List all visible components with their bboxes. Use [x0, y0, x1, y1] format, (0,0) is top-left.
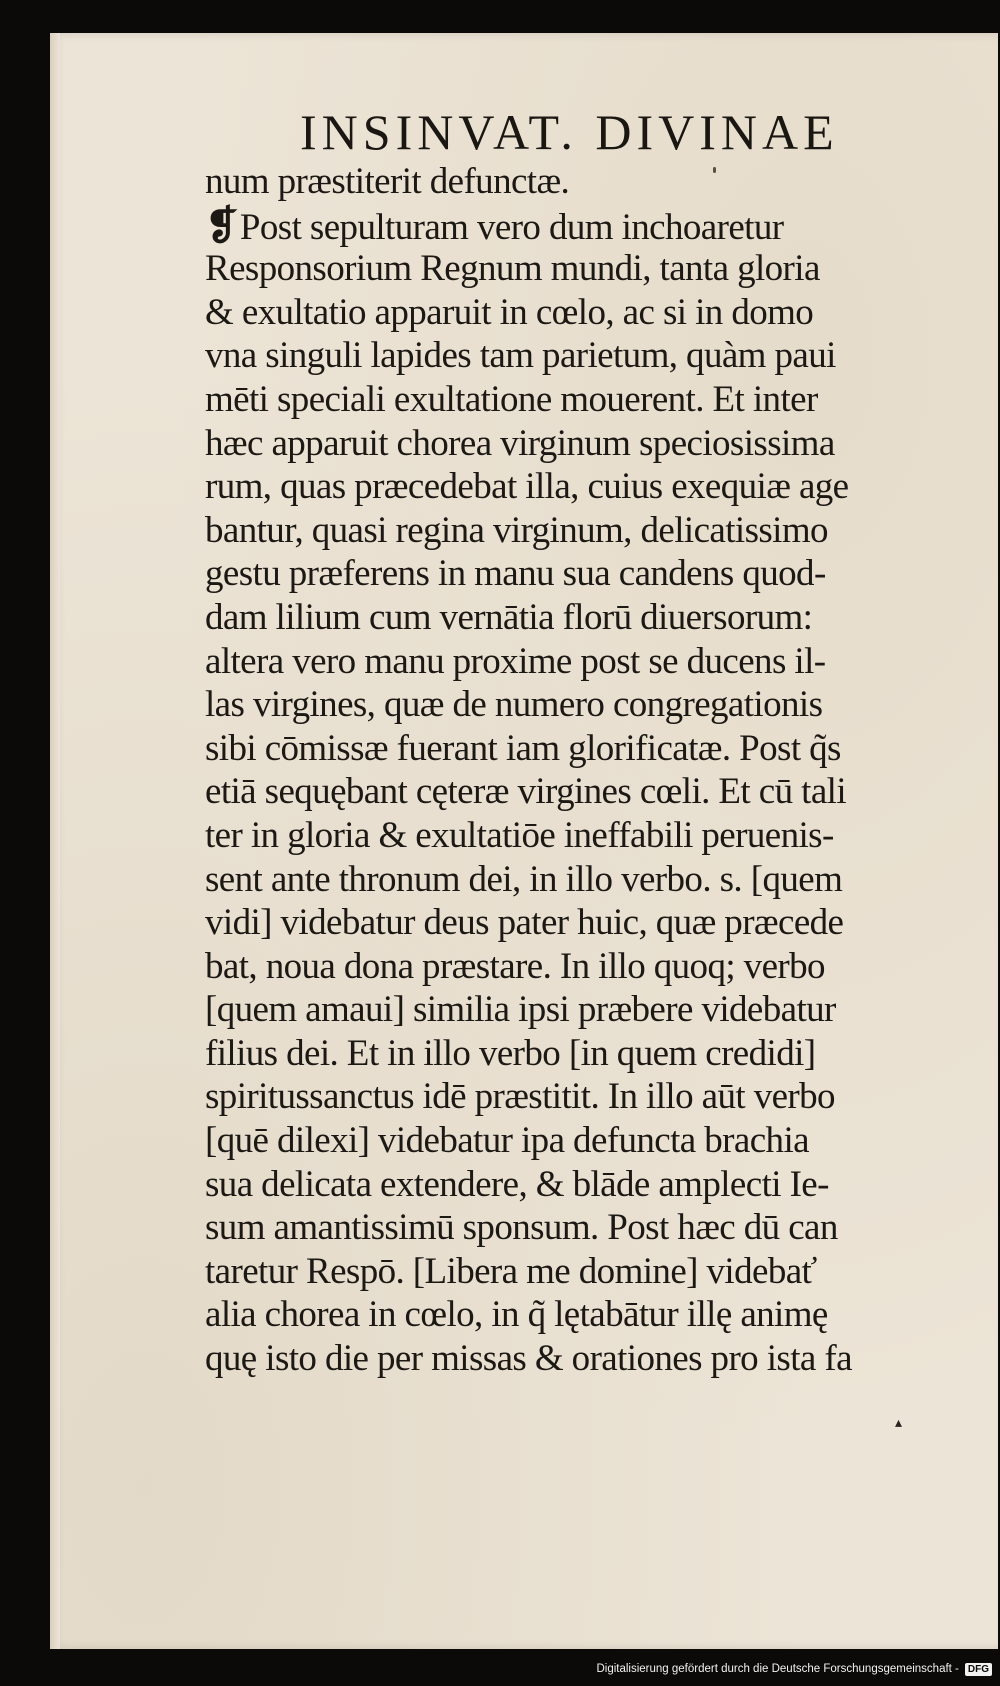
text-line-24: sua delicata extendere, & blāde amplecti Ie-: [205, 1163, 829, 1205]
digitization-footer: [596, 1656, 992, 1682]
body-text: [205, 160, 905, 1381]
page-gutter-shadow: [50, 33, 60, 1649]
catch-mark: ▴: [895, 1416, 903, 1431]
text-line-19: bat, noua dona præstare. In illo quoq; verbo: [205, 945, 825, 987]
text-line-23: [quē dilexi] videbatur ipa defuncta brachia: [205, 1120, 809, 1162]
text-line-13: las virgines, quæ de numero congregationis: [205, 684, 823, 726]
text-line-4: & exultatio apparuit in cœlo, ac si in domo: [205, 291, 814, 333]
text-line-28: quę isto die per missas & orationes pro ista fa: [205, 1338, 852, 1380]
text-line-2: ❡Post sepulturam vero dum inchoaretur: [205, 203, 784, 248]
text-line-22: spiritussanctus idē præstitit. In illo aūt verbo: [205, 1076, 835, 1118]
text-line-7: hæc apparuit chorea virginum speciosissima: [205, 422, 835, 464]
text-line-17: sent ante thronum dei, in illo verbo. s. [quem: [205, 858, 843, 900]
text-line-11: dam lilium cum vernātia florū diuersorum:: [205, 596, 813, 638]
text-line-14: sibi cōmissæ fuerant iam glorificatæ. Post q̃s: [205, 727, 841, 769]
text-line-21: filius dei. Et in illo verbo [in quem credidi]: [205, 1032, 816, 1074]
text-line-6: mēti speciali exultatione mouerent. Et inter: [205, 378, 818, 420]
text-line-16: ter in gloria & exultatiōe ineffabili peruenis-: [205, 814, 834, 856]
text-line-20: [quem amaui] similia ipsi præbere videbatur: [205, 989, 836, 1031]
text-line-8: rum, quas præcedebat illa, cuius exequiæ age: [205, 466, 849, 508]
text-line-10: gestu præferens in manu sua candens quod-: [205, 553, 826, 595]
ink-speck: [713, 167, 716, 173]
text-line-25: sum amantissimū sponsum. Post hæc dū can: [205, 1207, 838, 1249]
text-line-3: Responsorium Regnum mundi, tanta gloria: [205, 248, 820, 290]
text-line-1: num præstiterit defunctæ.: [205, 161, 570, 202]
text-line-5: vna singuli lapides tam parietum, quàm paui: [205, 335, 836, 377]
text-line-26: taretur Respō. [Libera me domine] videbať: [205, 1250, 817, 1292]
running-head: INSINVAT. DIVINAE: [300, 104, 839, 160]
text-line-27: alia chorea in cœlo, in q̃ lętabātur illę animę: [205, 1294, 828, 1336]
text-line-9: bantur, quasi regina virginum, delicatissimo: [205, 509, 828, 551]
text-line-12: altera vero manu proxime post se ducens il-: [205, 640, 826, 682]
text-line-15: etiā sequębant cęteræ virgines cœli. Et cū tali: [205, 771, 846, 813]
dfg-logo-icon: DFG: [965, 1663, 992, 1676]
pilcrow-icon: ❡: [205, 203, 238, 248]
footer-credit: Digitalisierung gefördert durch die Deutsche Forschungsgemeinschaft -: [596, 1663, 959, 1675]
text-line-18: vidi] videbatur deus pater huic, quæ præcede: [205, 902, 844, 944]
